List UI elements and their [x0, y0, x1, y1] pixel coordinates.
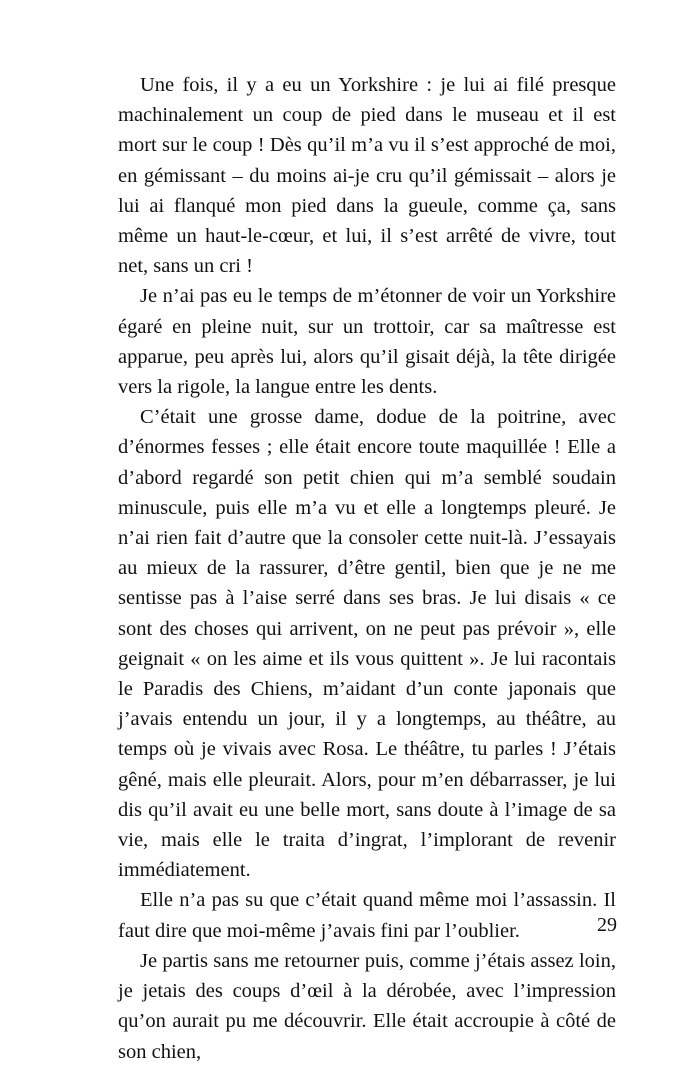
- body-text: [118, 70, 616, 1067]
- paragraph: C’était une grosse dame, dodue de la poitrine, avec d’énormes fesses ; elle était encore toute maquillée ! Elle a d’abord regardé son petit chien qui m’a semblé soudain minuscule, puis elle m’a vu et elle a longtemps pleuré. Je n’ai rien fait d’autre que la consoler cette nuit-là. J’essayais au mieux de la rassurer, d’être gentil, bien que je ne me sentisse pas à l’aise serré dans ses bras. Je lui disais « ce sont des choses qui arrivent, on ne peut pas prévoir », elle geignait « on les aime et ils vous quittent ». Je lui racontais le Paradis des Chiens, m’aidant d’un conte japonais que j’avais entendu un jour, il y a longtemps, au théâtre, au temps où je vivais avec Rosa. Le théâtre, tu parles ! J’étais gêné, mais elle pleurait. Alors, pour m’en débarrasser, je lui dis qu’il avait eu une belle mort, sans doute à l’image de sa vie, mais elle le traita d’ingrat, l’implorant de revenir immédiatement.: [118, 406, 616, 882]
- paragraph: Je partis sans me retourner puis, comme j’étais assez loin, je jetais des coups d’œil à la dérobée, avec l’impression qu’on aurait pu me découvrir. Elle était accroupie à côté de son chien,: [118, 949, 616, 1063]
- page-number: 29: [597, 914, 617, 936]
- paragraph: Elle n’a pas su que c’était quand même moi l’assassin. Il faut dire que moi-même j’avais fini par l’oublier.: [118, 889, 616, 942]
- paragraph: Je n’ai pas eu le temps de m’étonner de voir un Yorkshire égaré en pleine nuit, sur un trottoir, car sa maîtresse est apparue, peu après lui, alors qu’il gisait déjà, la tête dirigée vers la rigole, la langue entre les dents.: [118, 285, 616, 399]
- paragraph: Une fois, il y a eu un Yorkshire : je lui ai filé presque machinalement un coup de pied dans le museau et il est mort sur le coup ! Dès qu’il m’a vu il s’est approché de moi, en gémissant – du moins ai-je cru qu’il gémissait – alors je lui ai flanqué mon pied dans la gueule, comme ça, sans même un haut-le-cœur, et lui, il s’est arrêté de vivre, tout net, sans un cri !: [118, 74, 616, 278]
